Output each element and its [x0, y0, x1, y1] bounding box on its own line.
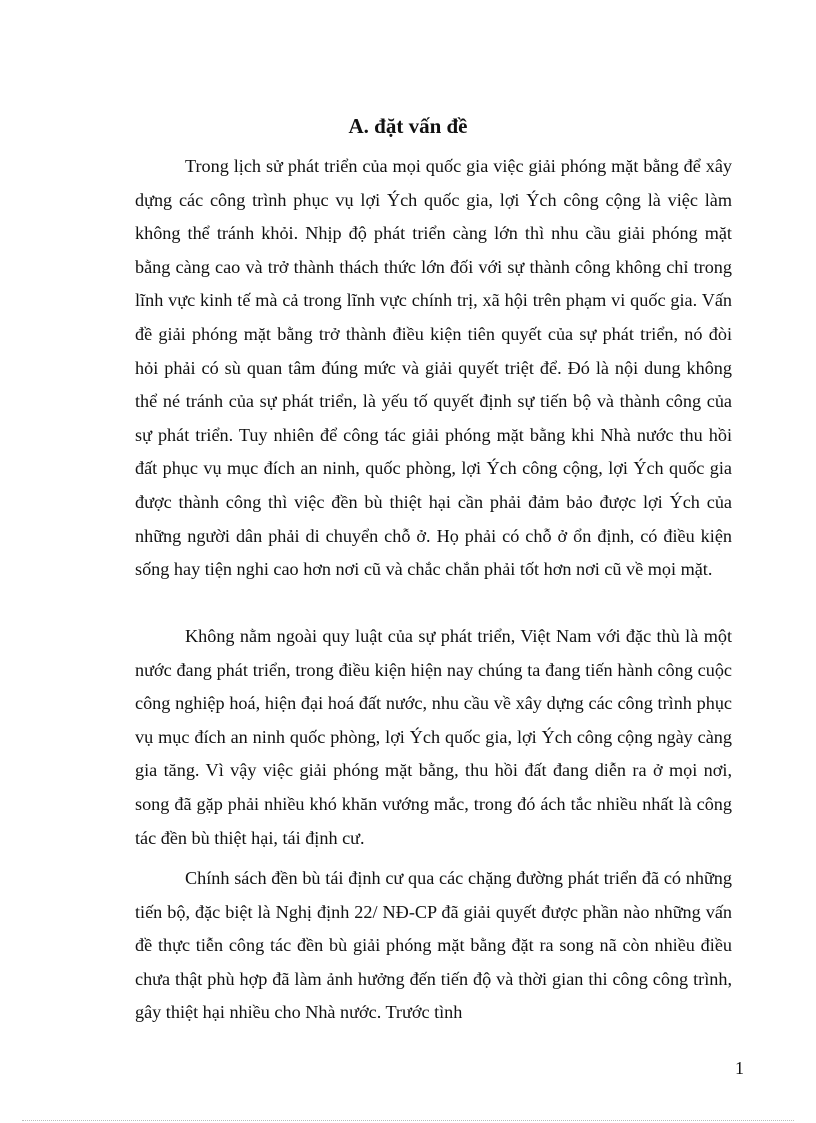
- paragraph-2: Không nằm ngoài quy luật của sự phát triển, Việt Nam với đặc thù là một nước đang phát triển, trong điều kiện hiện nay chúng ta đang tiến hành công cuộc công nghiệp hoá, hiện đại hoá đất nước, nhu cầu về xây dựng các công trình phục vụ mục đích an ninh quốc phòng, lợi Ých quốc gia, lợi Ých công cộng ngày càng gia tăng. Vì vậy việc giải phóng mặt bằng, thu hồi đất đang diễn ra ở mọi nơi, song đã gặp phải nhiều khó khăn vướng mắc, trong đó ách tắc nhiều nhất là công tác đền bù thiệt hại, tái định cư.: [135, 626, 732, 848]
- paragraph-1: Trong lịch sử phát triển của mọi quốc gia việc giải phóng mặt bằng để xây dựng các công trình phục vụ lợi Ých quốc gia, lợi Ých công cộng là việc làm không thể tránh khỏi. Nhịp độ phát triển càng lớn thì nhu cầu giải phóng mặt bằng càng cao và trở thành thách thức lớn đối với sự thành công không chỉ trong lĩnh vực kinh tế mà cả trong lĩnh vực chính trị, xã hội trên phạm vi quốc gia. Vấn đề giải phóng mặt bằng trở thành điều kiện tiên quyết của sự phát triển, nó đòi hỏi phải có sù quan tâm đúng mức và giải quyết triệt để. Đó là nội dung không thể né tránh của sự phát triển, là yếu tố quyết định sự tiến bộ và thành công của sự phát triển. Tuy nhiên để công tác giải phóng mặt bằng khi Nhà nước thu hồi đất phục vụ mục đích an ninh, quốc phòng, lợi Ých công cộng, lợi Ých quốc gia được thành công thì việc đền bù thiệt hại cần phải đảm bảo được lợi Ých của những người dân phải di chuyển chỗ ở. Họ phải có chỗ ở ổn định, có điều kiện sống hay tiện nghi cao hơn nơi cũ và chắc chắn phải tốt hơn nơi cũ về mọi mặt.: [135, 156, 732, 580]
- section-title: A. đặt vấn đề: [348, 114, 468, 138]
- page-number: 1: [735, 1058, 744, 1078]
- page-footer-divider: [22, 1120, 794, 1121]
- paragraph-3: Chính sách đền bù tái định cư qua các chặng đường phát triển đã có những tiến bộ, đặc biệt là Nghị định 22/ NĐ-CP đã giải quyết được phần nào những vấn đề thực tiễn công tác đền bù giải phóng mặt bằng đặt ra song nã còn nhiều điều chưa thật phù hợp đã làm ảnh hưởng đến tiến độ và thời gian thi công công trình, gây thiệt hại nhiều cho Nhà nước. Trước tình: [135, 868, 732, 1023]
